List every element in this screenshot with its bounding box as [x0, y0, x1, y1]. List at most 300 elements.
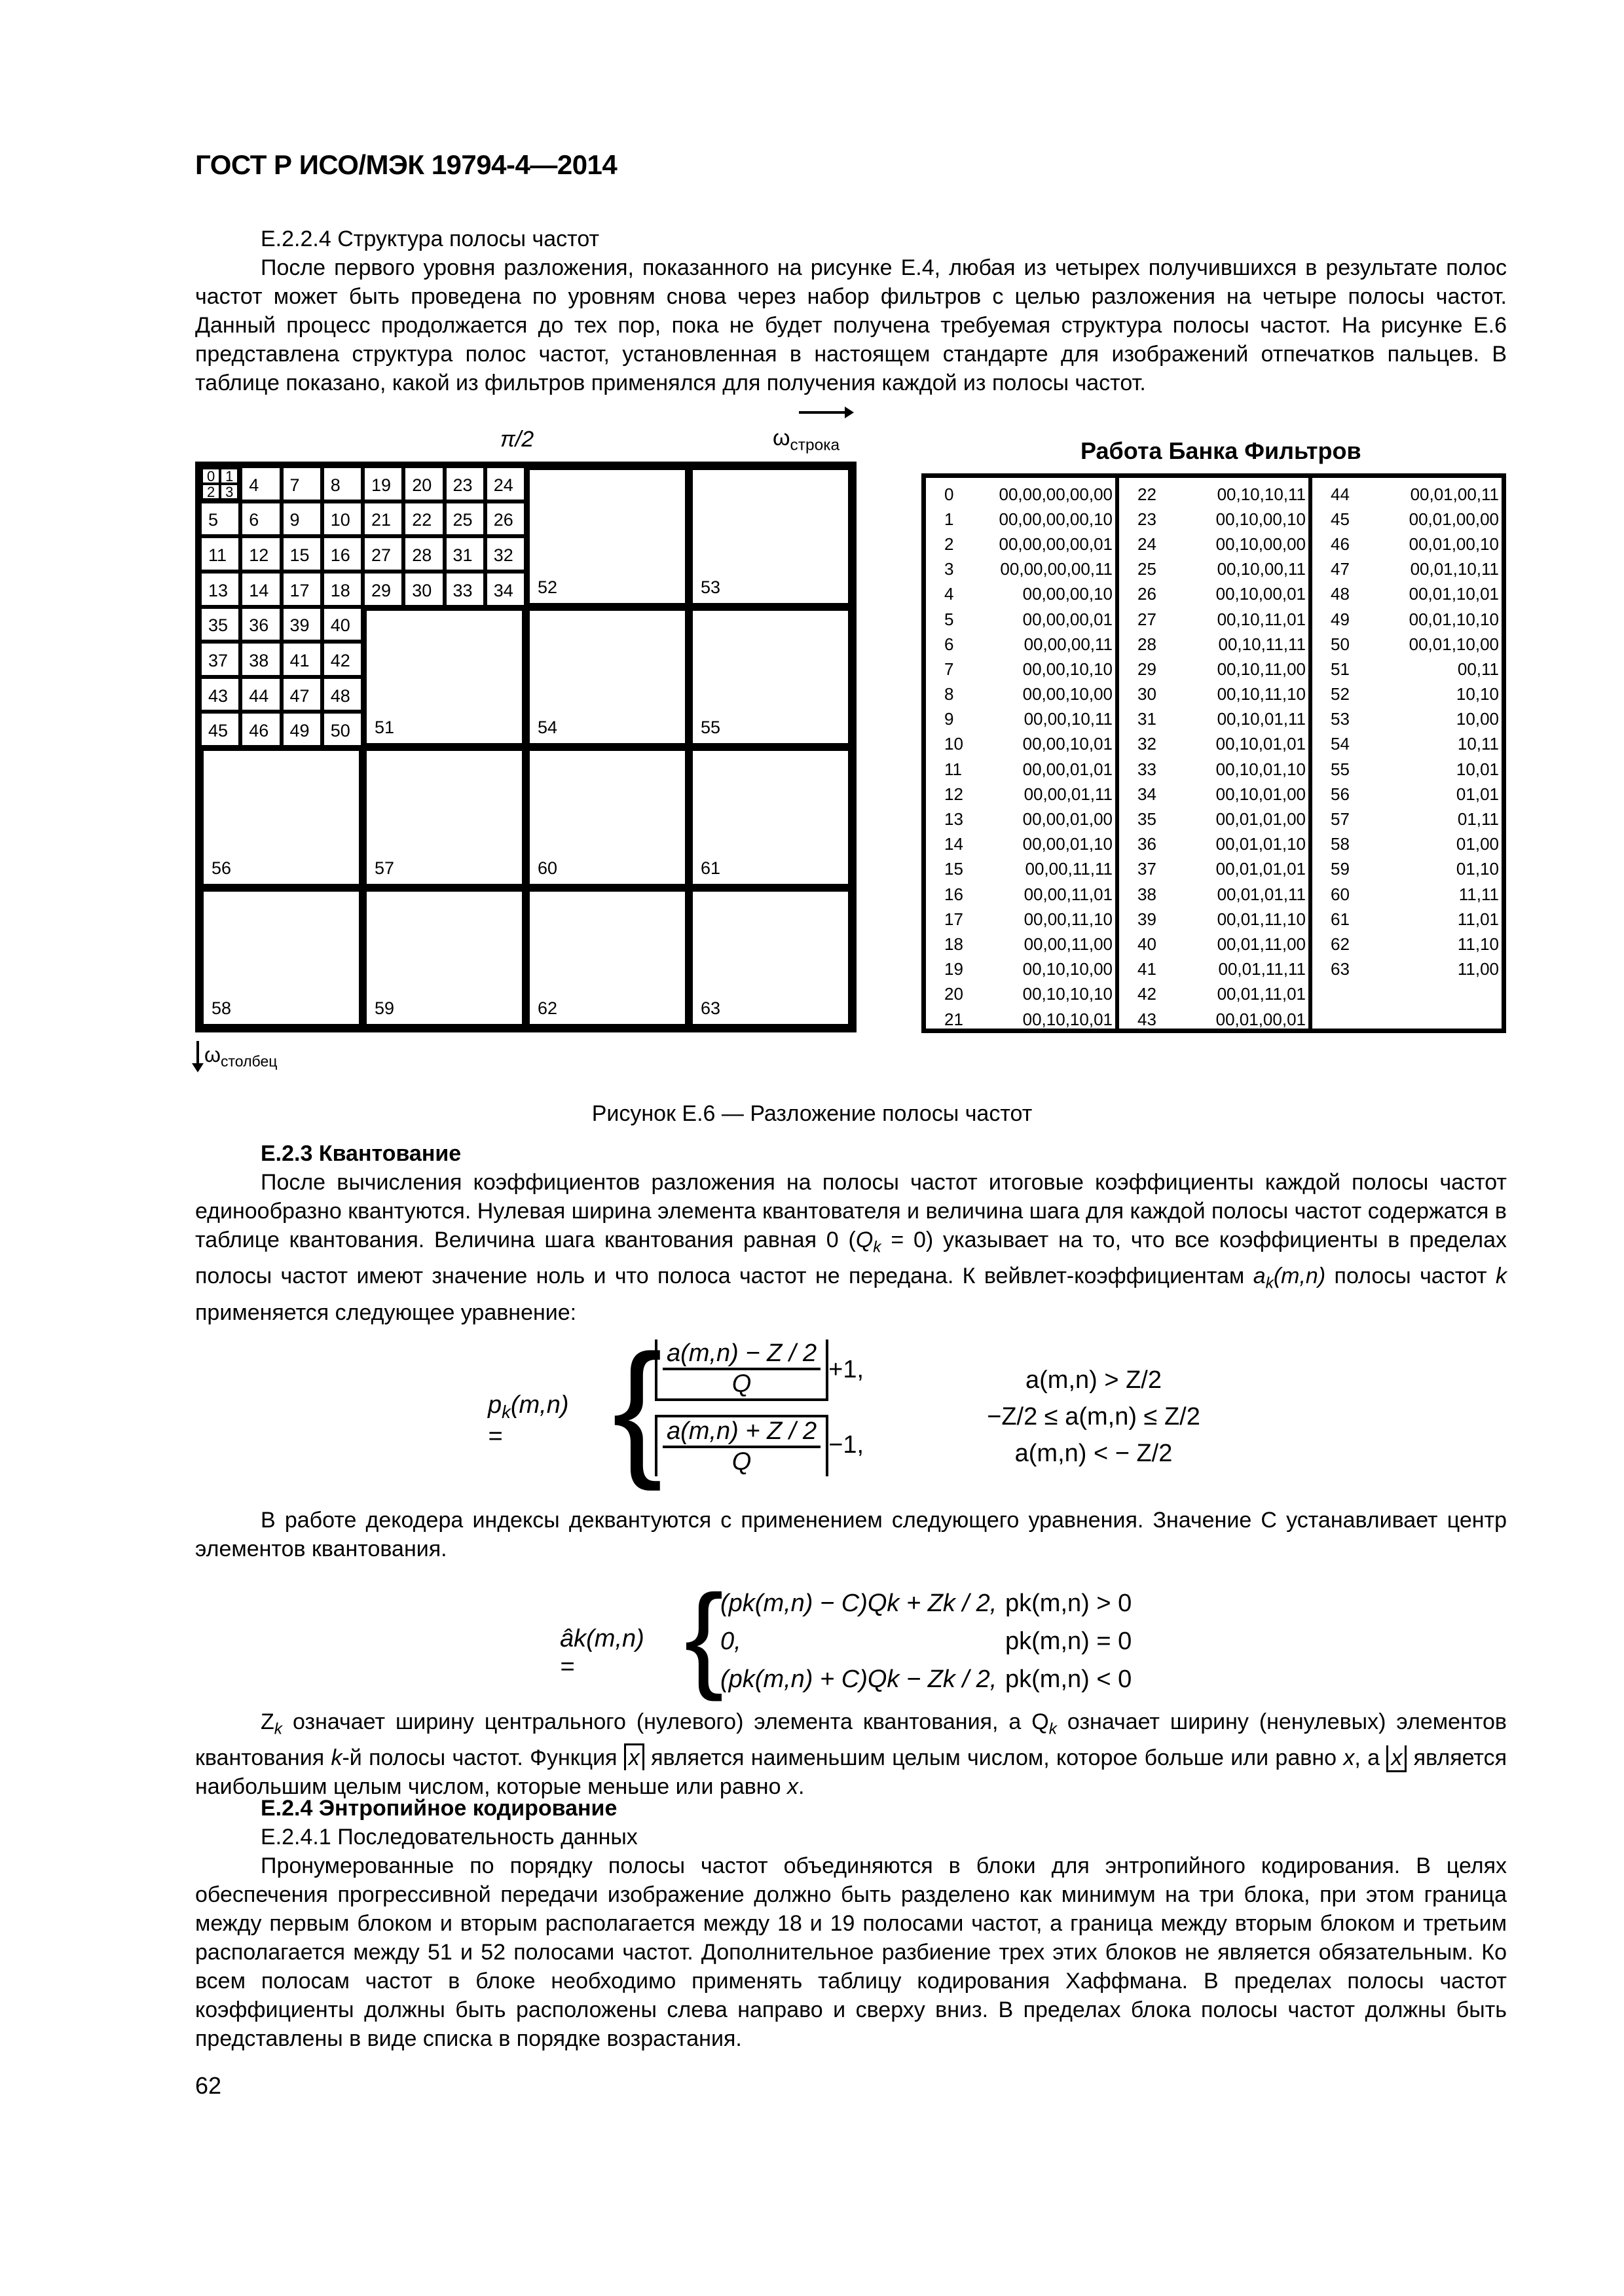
filter-code: 00,10,01,00 [1215, 784, 1306, 804]
section-e241-paragraph: Пронумерованные по порядку полосы частот объединяются в блоки для энтропийного кодирования. В целях обеспечения прогрессивной передачи изображение должно быть разделено как минимум на три блока, при этом граница между первым блоком и вторым располагается между 18 и 19 полосами частот, а граница между вторым блоком и третьим располагается между 51 и 52 полосами частот. Дополнительное разбиение трех этих блоков не является обязательным. Ко всем полосам частот в блоке необходимо применять таблицу кодирования Хаффмана. В пределах полосы частот коэффициенты должны быть расположены слева направо и сверху вниз. В пределах блока полосы частот должны быть представлены в виде списка в порядке возрастания. [195, 1853, 1507, 2051]
filter-code: 00,01,11,11 [1218, 959, 1306, 979]
band-cell-14 [240, 572, 281, 607]
filter-bank-row [1119, 732, 1308, 757]
filter-bank-row [926, 832, 1115, 857]
filter-bank-row [1312, 882, 1502, 907]
band-cell-22 [403, 501, 444, 537]
filter-code: 10,11 [1457, 734, 1499, 754]
filter-bank-row [926, 882, 1115, 907]
filter-bank-row [926, 557, 1115, 582]
left-brace-icon: { [684, 1571, 724, 1702]
band-number: 56 [1331, 784, 1350, 804]
band-cell-16 [322, 536, 363, 572]
filter-code: 00,00,11,10 [1024, 909, 1113, 929]
band-number: 16 [944, 884, 963, 904]
floor-function-icon: x [1386, 1745, 1407, 1772]
band-cell-11 [200, 536, 240, 572]
band-cell-60 [526, 747, 689, 888]
band-number: 35 [1137, 809, 1156, 829]
filter-code: 00,01,01,10 [1215, 834, 1306, 854]
band-number: 30 [1137, 684, 1156, 704]
band-label: 39 [289, 615, 310, 636]
filter-code: 00,01,00,10 [1409, 534, 1499, 554]
band-label: 51 [375, 718, 395, 737]
filter-code: 00,10,10,11 [1217, 484, 1306, 504]
band-cell-15 [282, 536, 322, 572]
band-number: 62 [1331, 934, 1350, 954]
band-label: 7 [289, 475, 300, 495]
band-cell-62 [526, 888, 689, 1029]
filter-code: 00,00,11,01 [1024, 884, 1113, 904]
filter-bank-row [926, 782, 1115, 807]
filter-bank-row [1312, 632, 1502, 657]
band-number: 17 [944, 909, 963, 929]
band-cell-55 [689, 607, 852, 748]
filter-bank-row [926, 982, 1115, 1007]
filter-code: 00,00,00,00,00 [999, 484, 1113, 504]
filter-bank-row [1119, 957, 1308, 982]
band-label: 35 [208, 615, 229, 636]
band-label: 16 [330, 545, 350, 566]
filter-code: 00,01,10,01 [1409, 584, 1499, 604]
band-number: 60 [1331, 884, 1350, 904]
band-label: 28 [412, 545, 432, 566]
filter-code: 00,01,11,00 [1217, 934, 1306, 954]
band-label: 36 [249, 615, 269, 636]
band-label: 33 [452, 580, 473, 600]
band-number: 44 [1331, 484, 1350, 504]
band-number: 38 [1137, 884, 1156, 904]
filter-bank-row [1312, 557, 1502, 582]
band-cell-29 [363, 572, 403, 607]
filter-bank-row [1312, 807, 1502, 831]
band-number: 8 [944, 684, 954, 704]
filter-code: 00,10,00,01 [1215, 584, 1306, 604]
filter-code: 00,00,11,00 [1024, 934, 1113, 954]
filter-bank-row [926, 757, 1115, 782]
band-number: 47 [1331, 559, 1350, 579]
filter-bank-row [1119, 832, 1308, 857]
band-label: 38 [249, 650, 269, 670]
band-label: 8 [330, 475, 341, 495]
band-number: 37 [1137, 859, 1156, 879]
band-number: 32 [1137, 734, 1156, 754]
filter-code: 00,10,11,00 [1217, 659, 1306, 679]
filter-code: 00,01,11,01 [1217, 984, 1306, 1004]
band-cell-4 [240, 466, 281, 501]
filter-code: 10,01 [1456, 759, 1499, 779]
filter-bank-row [1312, 907, 1502, 932]
band-cell-30 [403, 572, 444, 607]
filter-code: 11,10 [1457, 934, 1499, 954]
filter-code: 00,00,01,00 [1022, 809, 1113, 829]
filter-bank-table [921, 473, 1506, 1033]
filter-bank-row [1119, 857, 1308, 882]
band-label: 20 [412, 475, 432, 495]
filter-code: 00,00,10,10 [1022, 659, 1113, 679]
filter-code: 10,00 [1456, 709, 1499, 729]
filter-bank-row [1119, 482, 1308, 507]
band-number: 40 [1137, 934, 1156, 954]
band-cell-0-3 [200, 466, 240, 501]
band-cell-45 [200, 712, 240, 747]
filter-bank-row [1312, 757, 1502, 782]
filter-bank-row [1119, 582, 1308, 607]
band-label: 49 [289, 721, 310, 741]
band-label: 44 [249, 685, 269, 706]
filter-code: 00,00,10,01 [1022, 734, 1113, 754]
band-number: 51 [1331, 659, 1350, 679]
band-cell-39 [282, 607, 322, 642]
section-e24-heading: Е.2.4 Энтропийное кодирование [261, 1796, 618, 1821]
band-cell-10 [322, 501, 363, 537]
filter-bank-row [926, 857, 1115, 882]
band-cell-41 [282, 642, 322, 677]
filter-bank-row [1119, 607, 1308, 632]
filter-code: 00,01,00,00 [1409, 509, 1499, 529]
filter-bank-row [1119, 557, 1308, 582]
filter-bank-title: Работа Банка Фильтров [1080, 437, 1361, 464]
band-number: 27 [1137, 609, 1156, 629]
band-label: 40 [330, 615, 350, 636]
band-cell-13 [200, 572, 240, 607]
filter-code: 00,00,01,01 [1022, 759, 1113, 779]
band-cell-52 [526, 466, 689, 607]
band-number: 59 [1331, 859, 1350, 879]
filter-bank-row [926, 907, 1115, 932]
band-label: 55 [701, 718, 721, 737]
band-cell-18 [322, 572, 363, 607]
band-cell-34 [485, 572, 526, 607]
filter-bank-row [1312, 682, 1502, 707]
band-cell-61 [689, 747, 852, 888]
band-label: 27 [371, 545, 392, 566]
filter-code: 00,00,10,11 [1024, 709, 1113, 729]
band-number: 45 [1331, 509, 1350, 529]
band-label: 57 [375, 858, 395, 878]
left-brace-icon: { [612, 1323, 663, 1491]
figure-caption: Рисунок Е.6 — Разложение полосы частот [591, 1101, 1033, 1126]
band-cell-57 [363, 747, 526, 888]
filter-bank-row [1312, 532, 1502, 556]
band-number: 26 [1137, 584, 1156, 604]
band-number: 39 [1137, 909, 1156, 929]
band-label: 12 [249, 545, 269, 566]
band-label: 61 [701, 858, 721, 878]
filter-code: 00,01,11,10 [1217, 909, 1306, 929]
section-e224-paragraph: После первого уровня разложения, показанного на рисунке Е.4, любая из четырех получившихся в результате полос частот может быть проведена по уровням снова через набор фильтров с целью разложения на четыре полосы частот. Данный процесс продолжается до тех пор, пока не будет получена требуемая структура полосы частот. На рисунке Е.6 представлена структура полос частот, установленная в настоящем стандарте для изображений отпечатков пальцев. В таблице показано, какой из фильтров применялся для получения каждой из полосы частот. [195, 255, 1507, 395]
filter-code: 00,00,10,00 [1022, 684, 1113, 704]
omega-row-label: $\omega_{строка}$ [773, 426, 840, 454]
filter-bank-row [1119, 507, 1308, 532]
filter-code: 00,01,00,01 [1215, 1009, 1306, 1029]
band-label: 6 [249, 510, 259, 530]
filter-bank-row [1119, 932, 1308, 957]
band-number: 57 [1331, 809, 1350, 829]
band-label: 21 [371, 510, 392, 530]
filter-bank-row [1312, 932, 1502, 957]
filter-bank-row [1312, 657, 1502, 682]
band-label: 41 [289, 650, 310, 670]
filter-bank-row [1312, 782, 1502, 807]
band-cell-8 [322, 466, 363, 501]
filter-code: 00,01,10,11 [1410, 559, 1499, 579]
band-label: 53 [701, 577, 721, 597]
band-label: 54 [538, 718, 558, 737]
band-cell-0: 0 [202, 468, 220, 484]
band-number: 46 [1331, 534, 1350, 554]
filter-code: 01,10 [1456, 859, 1499, 879]
band-label: 63 [701, 998, 721, 1018]
band-number: 36 [1137, 834, 1156, 854]
arrow-right-icon [799, 411, 851, 414]
band-cell-26 [485, 501, 526, 537]
band-cell-58 [200, 888, 363, 1029]
filter-bank-row [1119, 532, 1308, 556]
filter-bank-row [1119, 682, 1308, 707]
filter-bank-row [926, 507, 1115, 532]
band-label: 48 [330, 685, 350, 706]
filter-code: 00,10,01,01 [1215, 734, 1306, 754]
band-cell-63 [689, 888, 852, 1029]
band-number: 58 [1331, 834, 1350, 854]
filter-code: 10,10 [1456, 684, 1499, 704]
band-label: 29 [371, 580, 392, 600]
band-number: 49 [1331, 609, 1350, 629]
band-label: 43 [208, 685, 229, 706]
band-number: 5 [944, 609, 954, 629]
band-number: 33 [1137, 759, 1156, 779]
filter-bank-row [926, 607, 1115, 632]
filter-code: 00,00,00,00,11 [1000, 559, 1113, 579]
band-label: 15 [289, 545, 310, 566]
filter-bank-row [926, 807, 1115, 831]
band-cell-12 [240, 536, 281, 572]
band-cell-3: 3 [220, 484, 238, 500]
band-label: 30 [412, 580, 432, 600]
filter-bank-row [1312, 607, 1502, 632]
filter-code: 00,01,10,00 [1409, 634, 1499, 654]
band-number: 34 [1137, 784, 1156, 804]
band-label: 18 [330, 580, 350, 600]
band-number: 13 [944, 809, 963, 829]
arrow-down-icon [196, 1041, 199, 1066]
band-label: 9 [289, 510, 300, 530]
band-cell-37 [200, 642, 240, 677]
omega-column-label: $\omega_{столбец}$ [196, 1041, 277, 1070]
band-cell-21 [363, 501, 403, 537]
band-label: 25 [452, 510, 473, 530]
section-e23-decoder-paragraph: В работе декодера индексы деквантуются с применением следующего уравнения. Значение C устанавливает центр элементов квантования. [195, 1508, 1507, 1561]
band-label: 47 [289, 685, 310, 706]
filter-bank-row [1119, 982, 1308, 1007]
band-cell-19 [363, 466, 403, 501]
filter-bank-row [926, 582, 1115, 607]
band-cell-43 [200, 677, 240, 712]
band-cell-31 [445, 536, 485, 572]
band-number: 11 [944, 759, 962, 779]
filter-bank-row [1119, 807, 1308, 831]
band-number: 18 [944, 934, 963, 954]
band-number: 55 [1331, 759, 1350, 779]
band-number: 1 [944, 509, 954, 529]
filter-bank-row [926, 632, 1115, 657]
filter-bank-row [926, 707, 1115, 732]
page-number: 62 [195, 2072, 222, 2099]
filter-bank-row [926, 657, 1115, 682]
band-cell-2: 2 [202, 484, 220, 500]
band-cell-44 [240, 677, 281, 712]
band-label: 17 [289, 580, 310, 600]
band-number: 41 [1137, 959, 1156, 979]
band-cell-32 [485, 536, 526, 572]
band-number: 15 [944, 859, 963, 879]
band-cell-6 [240, 501, 281, 537]
filter-code: 00,10,10,00 [1022, 959, 1113, 979]
filter-code: 00,01,10,10 [1409, 609, 1499, 629]
band-cell-27 [363, 536, 403, 572]
filter-code: 00,10,00,10 [1215, 509, 1306, 529]
band-number: 48 [1331, 584, 1350, 604]
filter-code: 01,01 [1456, 784, 1499, 804]
band-number: 2 [944, 534, 954, 554]
band-number: 31 [1137, 709, 1156, 729]
band-number: 53 [1331, 709, 1350, 729]
band-label: 60 [538, 858, 558, 878]
filter-code: 00,00,01,11 [1024, 784, 1113, 804]
filter-bank-column-2 [1119, 478, 1312, 1029]
band-number: 3 [944, 559, 954, 579]
band-cell-49 [282, 712, 322, 747]
band-cell-23 [445, 466, 485, 501]
filter-code: 00,10,01,10 [1215, 759, 1306, 779]
band-label: 22 [412, 510, 432, 530]
filter-code: 01,11 [1457, 809, 1499, 829]
band-label: 11 [208, 545, 227, 566]
band-label: 46 [249, 721, 269, 741]
filter-code: 00,01,00,11 [1410, 484, 1499, 504]
filter-bank-row [1312, 507, 1502, 532]
filter-code: 00,10,11,11 [1218, 634, 1306, 654]
band-label: 37 [208, 650, 229, 670]
band-label: 32 [493, 545, 513, 566]
filter-bank-row [926, 1007, 1115, 1032]
filter-code: 00,01,01,11 [1217, 884, 1306, 904]
filter-code: 11,01 [1457, 909, 1499, 929]
filter-code: 01,00 [1456, 834, 1499, 854]
band-label: 52 [538, 577, 558, 597]
band-number: 0 [944, 484, 954, 504]
filter-code: 00,00,11,11 [1025, 859, 1113, 879]
band-label: 62 [538, 998, 558, 1018]
filter-bank-row [1119, 782, 1308, 807]
band-cell-5 [200, 501, 240, 537]
filter-code: 00,10,11,10 [1217, 684, 1306, 704]
band-cell-38 [240, 642, 281, 677]
filter-code: 00,00,00,01 [1022, 609, 1113, 629]
band-cell-47 [282, 677, 322, 712]
filter-bank-column-3 [1312, 478, 1502, 1029]
filter-bank-row [1312, 857, 1502, 882]
section-e23: Е.2.3 Квантование После вычисления коэффициентов разложения на полосы частот итоговые коэффициенты каждой полосы частот единообразно квантуются. Нулевая ширина элемента квантователя и величина шага для каждой полосы частот содержатся в таблице квантования. Величина шага квантования равная 0 $(Q_k = 0)$ указывает на то, что все коэффициенты в пределах полосы частот имеют значение ноль и что полоса частот не передана. К вейвлет-коэффициентам $a_k(m,n)$ полосы частот k применяется следующее уравнение: [195, 1141, 1507, 1325]
filter-code: 00,01,01,00 [1215, 809, 1306, 829]
axis-pi-half-label: π/2 [500, 427, 534, 452]
filter-bank-row [1312, 707, 1502, 732]
filter-bank-row [1119, 907, 1308, 932]
band-label: 14 [249, 580, 269, 600]
band-cell-51 [363, 607, 526, 748]
band-cell-40 [322, 607, 363, 642]
band-label: 31 [452, 545, 473, 566]
band-label: 59 [375, 998, 395, 1018]
filter-code: 11,11 [1458, 884, 1499, 904]
filter-code: 00,10,00,11 [1217, 559, 1306, 579]
section-e224 [195, 225, 1507, 397]
filter-code: 00,10,10,10 [1022, 984, 1113, 1004]
band-number: 14 [944, 834, 963, 854]
band-cell-42 [322, 642, 363, 677]
band-number: 22 [1137, 484, 1156, 504]
filter-bank-row [1119, 632, 1308, 657]
filter-code: 00,00,00,00,10 [999, 509, 1113, 529]
filter-code: 00,10,00,00 [1215, 534, 1306, 554]
band-label: 24 [493, 475, 513, 495]
section-e23-heading: Е.2.3 Квантование [261, 1141, 462, 1166]
band-label: 56 [212, 858, 232, 878]
band-number: 9 [944, 709, 954, 729]
band-number: 12 [944, 784, 963, 804]
filter-code: 00,00,00,10 [1022, 584, 1113, 604]
filter-code: 00,10,01,11 [1217, 709, 1306, 729]
band-cell-9 [282, 501, 322, 537]
filter-bank-row [926, 732, 1115, 757]
section-e23-definitions: $Z_k$ означает ширину центрального (нулевого) элемента квантования, а $Q_k$ означает ширину (ненулевых) элементов квантования k-й полосы частот. Функция x является наименьшим целым числом, которое больше или равно x, а x является наибольшим целым числом, которые меньше или равно x. [195, 1709, 1507, 1800]
band-number: 61 [1331, 909, 1350, 929]
filter-bank-row [1119, 657, 1308, 682]
band-cell-28 [403, 536, 444, 572]
band-number: 50 [1331, 634, 1350, 654]
filter-code: 00,11 [1457, 659, 1499, 679]
band-cell-35 [200, 607, 240, 642]
filter-code: 00,00,00,00,01 [999, 534, 1113, 554]
band-number: 28 [1137, 634, 1156, 654]
section-e24 [195, 1794, 1507, 2053]
filter-bank-row [926, 482, 1115, 507]
band-label: 26 [493, 510, 513, 530]
band-cell-56 [200, 747, 363, 888]
ceiling-bracket-icon: $\frac{a(m,n) + Z / 2}{Q}$ [655, 1415, 828, 1476]
band-label: 34 [493, 580, 513, 600]
section-e241-subheading: Е.2.4.1 Последовательность данных [261, 1825, 638, 1850]
filter-bank-row [1119, 707, 1308, 732]
band-number: 23 [1137, 509, 1156, 529]
band-number: 43 [1137, 1009, 1156, 1029]
filter-bank-row [926, 932, 1115, 957]
band-number: 29 [1137, 659, 1156, 679]
band-cell-36 [240, 607, 281, 642]
band-number: 24 [1137, 534, 1156, 554]
band-cell-54 [526, 607, 689, 748]
band-number: 54 [1331, 734, 1350, 754]
band-cell-50 [322, 712, 363, 747]
section-e224-heading: Е.2.2.4 Структура полосы частот [261, 227, 600, 251]
filter-bank-row [1119, 1007, 1308, 1032]
floor-bracket-icon: $\frac{a(m,n) - Z / 2}{Q}$ [655, 1339, 828, 1401]
filter-bank-row [1119, 757, 1308, 782]
filter-bank-row [1312, 582, 1502, 607]
ceiling-function-icon: x [624, 1743, 644, 1770]
band-label: 45 [208, 721, 229, 741]
